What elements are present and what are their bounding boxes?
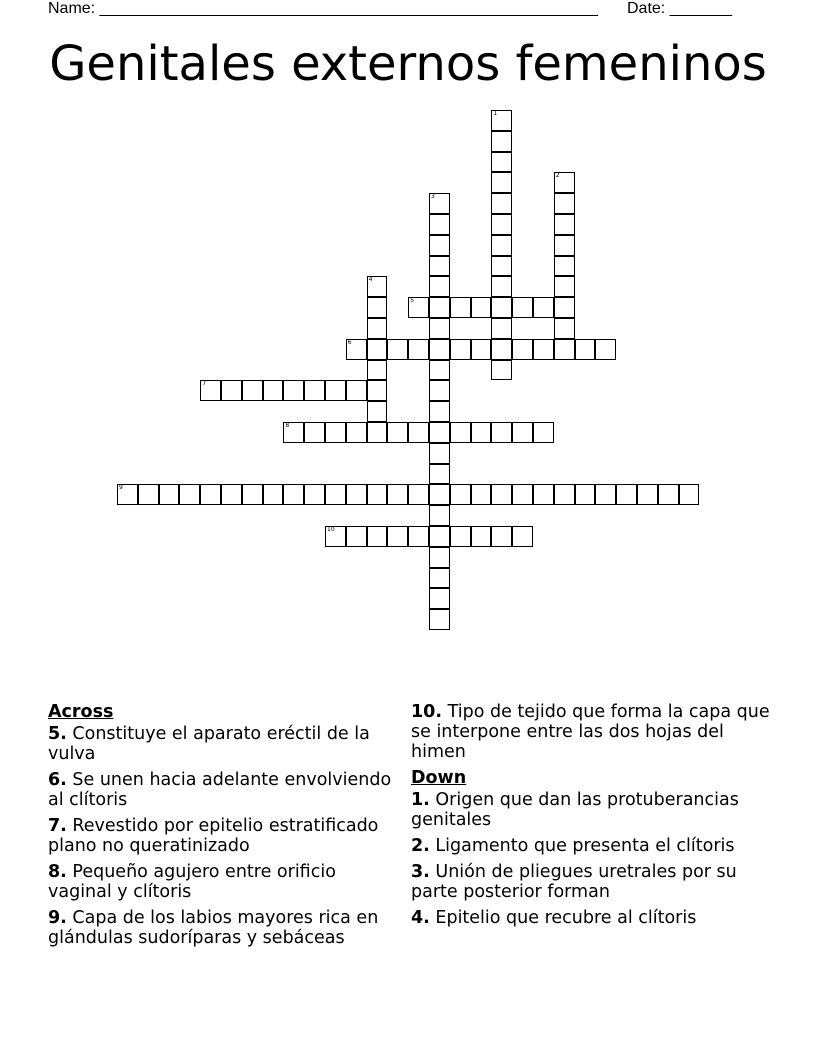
crossword-cell[interactable] [429, 193, 450, 214]
crossword-cell[interactable] [367, 422, 388, 443]
crossword-cell[interactable] [491, 526, 512, 547]
crossword-cell[interactable] [429, 464, 450, 485]
crossword-cell[interactable] [450, 297, 471, 318]
crossword-cell[interactable] [346, 339, 367, 360]
clue-across-5 [48, 724, 398, 764]
crossword-cell[interactable] [304, 484, 325, 505]
crossword-cell[interactable] [429, 401, 450, 422]
clue-number: 2. [411, 836, 430, 856]
clue-number: 7. [48, 816, 67, 836]
crossword-cell[interactable] [491, 276, 512, 297]
crossword-cell[interactable] [387, 422, 408, 443]
crossword-cell[interactable] [491, 235, 512, 256]
crossword-cell[interactable] [221, 484, 242, 505]
crossword-cell[interactable] [471, 297, 492, 318]
cell-number: 5 [410, 297, 415, 305]
cell-number: 1 [493, 110, 498, 117]
clue-text: Capa de los labios mayores rica en glándulas sudoríparas y sebáceas [48, 908, 379, 948]
clue-down-4 [411, 908, 771, 928]
crossword-cell[interactable] [491, 152, 512, 173]
clue-across-8 [48, 862, 398, 902]
crossword-cell[interactable] [533, 297, 554, 318]
crossword-cell[interactable] [408, 422, 429, 443]
crossword-cell[interactable] [471, 339, 492, 360]
crossword-cell[interactable] [429, 339, 450, 360]
crossword-cell[interactable] [533, 484, 554, 505]
crossword-cell[interactable] [554, 297, 575, 318]
crossword-cell[interactable] [554, 235, 575, 256]
clue-across-9 [48, 908, 398, 948]
crossword-cell[interactable] [429, 588, 450, 609]
crossword-cell[interactable] [554, 193, 575, 214]
crossword-cell[interactable] [179, 484, 200, 505]
crossword-cell[interactable] [471, 484, 492, 505]
crossword-cell[interactable] [429, 547, 450, 568]
crossword-cell[interactable] [491, 193, 512, 214]
clue-down-3 [411, 862, 771, 902]
crossword-cell[interactable] [325, 422, 346, 443]
clue-text: Revestido por epitelio estratificado plano no queratinizado [48, 816, 379, 856]
crossword-cell[interactable] [512, 422, 533, 443]
clue-number: 3. [411, 862, 430, 882]
clue-text: Tipo de tejido que forma la capa que se interpone entre las dos hojas del himen [411, 702, 770, 762]
clue-down-2 [411, 836, 771, 856]
crossword-cell[interactable] [159, 484, 180, 505]
clue-number: 4. [411, 908, 430, 928]
crossword-cell[interactable] [491, 131, 512, 152]
crossword-cell[interactable] [658, 484, 679, 505]
cell-number: 7 [202, 380, 207, 388]
cell-number: 6 [347, 338, 352, 346]
crossword-cell[interactable] [595, 339, 616, 360]
cell-number: 8 [285, 422, 290, 429]
cell-number: 10 [327, 526, 335, 533]
crossword-cell[interactable] [408, 339, 429, 360]
crossword-cell[interactable] [450, 422, 471, 443]
name-field-label: Name: ________________________________________________________ [48, 0, 598, 17]
crossword-cell[interactable] [491, 172, 512, 193]
crossword-cell[interactable] [408, 484, 429, 505]
crossword-cell[interactable] [471, 526, 492, 547]
crossword-cell[interactable] [387, 526, 408, 547]
crossword-cell[interactable] [346, 526, 367, 547]
clue-text: Unión de pliegues uretrales por su parte posterior forman [411, 862, 737, 902]
clue-number: 9. [48, 908, 67, 928]
clues-column-right [411, 702, 771, 934]
page-title: Genitales externos femeninos [49, 36, 767, 92]
crossword-cell[interactable] [637, 484, 658, 505]
crossword-cell[interactable] [325, 484, 346, 505]
crossword-cell[interactable] [491, 360, 512, 381]
crossword-cell[interactable] [450, 484, 471, 505]
crossword-cell[interactable] [387, 339, 408, 360]
crossword-cell[interactable] [263, 484, 284, 505]
crossword-cell[interactable] [387, 484, 408, 505]
cell-number: 4 [368, 276, 373, 284]
crossword-cell[interactable] [429, 214, 450, 235]
crossword-cell[interactable] [429, 360, 450, 381]
crossword-cell[interactable] [367, 380, 388, 401]
crossword-cell[interactable] [367, 339, 388, 360]
clue-down-1 [411, 790, 771, 830]
crossword-cell[interactable] [450, 526, 471, 547]
crossword-cell[interactable] [679, 484, 700, 505]
crossword-cell[interactable] [367, 276, 388, 297]
crossword-cell[interactable] [200, 380, 221, 401]
crossword-cell[interactable] [533, 339, 554, 360]
clue-number: 1. [411, 790, 430, 810]
crossword-cell[interactable] [367, 318, 388, 339]
crossword-cell[interactable] [429, 484, 450, 505]
crossword-cell[interactable] [138, 484, 159, 505]
crossword-cell[interactable] [325, 380, 346, 401]
crossword-cell[interactable] [429, 297, 450, 318]
crossword-cell[interactable] [429, 422, 450, 443]
crossword-cell[interactable] [471, 422, 492, 443]
crossword-cell[interactable] [512, 297, 533, 318]
down-heading: Down [411, 768, 467, 788]
crossword-cell[interactable] [346, 380, 367, 401]
crossword-cell[interactable] [595, 484, 616, 505]
crossword-cell[interactable] [554, 339, 575, 360]
crossword-cell[interactable] [429, 380, 450, 401]
crossword-cell[interactable] [263, 380, 284, 401]
cell-number: 2 [555, 172, 560, 180]
crossword-cell[interactable] [616, 484, 637, 505]
crossword-cell[interactable] [554, 214, 575, 235]
clue-text: Pequeño agujero entre orificio vaginal y clítoris [48, 862, 336, 902]
crossword-cell[interactable] [429, 235, 450, 256]
crossword-cell[interactable] [491, 422, 512, 443]
clue-number: 5. [48, 724, 67, 744]
crossword-cell[interactable] [554, 276, 575, 297]
crossword-cell[interactable] [429, 256, 450, 277]
clue-number: 6. [48, 770, 67, 790]
clue-number: 10. [411, 702, 443, 722]
clue-number: 8. [48, 862, 67, 882]
crossword-cell[interactable] [408, 297, 429, 318]
crossword-cell[interactable] [575, 339, 596, 360]
crossword-cell[interactable] [242, 380, 263, 401]
crossword-cell[interactable] [367, 360, 388, 381]
crossword-cell[interactable] [429, 609, 450, 630]
clue-text: Se unen hacia adelante envolviendo al clítoris [48, 770, 392, 810]
crossword-cell[interactable] [221, 380, 242, 401]
crossword-cell[interactable] [491, 110, 512, 131]
crossword-cell[interactable] [367, 526, 388, 547]
crossword-cell[interactable] [283, 484, 304, 505]
clue-text: Constituye el aparato eréctil de la vulva [48, 724, 370, 764]
crossword-cell[interactable] [408, 526, 429, 547]
crossword-cell[interactable] [283, 380, 304, 401]
clue-across-10 [411, 702, 771, 762]
crossword-cell[interactable] [491, 484, 512, 505]
crossword-cell[interactable] [304, 422, 325, 443]
date-field-label: Date: _______ [627, 0, 732, 17]
crossword-cell[interactable] [575, 484, 596, 505]
crossword-cell[interactable] [429, 505, 450, 526]
crossword-cell[interactable] [533, 422, 554, 443]
cell-number: 3 [431, 193, 435, 201]
crossword-cell[interactable] [491, 339, 512, 360]
crossword-cell[interactable] [346, 422, 367, 443]
clue-across-6 [48, 770, 398, 810]
crossword-cell[interactable] [554, 484, 575, 505]
crossword-cell[interactable] [429, 568, 450, 589]
crossword-cell[interactable] [325, 526, 346, 547]
crossword-cell[interactable] [512, 339, 533, 360]
clues-column-left [48, 702, 398, 954]
crossword-cell[interactable] [429, 443, 450, 464]
crossword-cell[interactable] [429, 318, 450, 339]
crossword-cell[interactable] [200, 484, 221, 505]
crossword-cell[interactable] [491, 214, 512, 235]
clue-text: Epitelio que recubre al clítoris [435, 908, 697, 928]
across-heading: Across [48, 702, 114, 722]
crossword-cell[interactable] [429, 276, 450, 297]
crossword-cell[interactable] [242, 484, 263, 505]
crossword-cell[interactable] [367, 484, 388, 505]
crossword-cell[interactable] [554, 256, 575, 277]
cell-number: 9 [119, 484, 123, 492]
crossword-cell[interactable] [283, 422, 304, 443]
crossword-cell[interactable] [367, 297, 388, 318]
crossword-cell[interactable] [491, 297, 512, 318]
crossword-cell[interactable] [346, 484, 367, 505]
clue-text: Origen que dan las protuberancias genitales [411, 790, 739, 830]
crossword-cell[interactable] [554, 318, 575, 339]
crossword-cell[interactable] [491, 318, 512, 339]
crossword-cell[interactable] [512, 484, 533, 505]
crossword-cell[interactable] [554, 172, 575, 193]
crossword-cell[interactable] [450, 339, 471, 360]
crossword-cell[interactable] [304, 380, 325, 401]
clue-across-7 [48, 816, 398, 856]
crossword-cell[interactable] [429, 526, 450, 547]
crossword-cell[interactable] [512, 526, 533, 547]
crossword-cell[interactable] [367, 401, 388, 422]
crossword-cell[interactable] [117, 484, 138, 505]
crossword-cell[interactable] [491, 256, 512, 277]
clue-text: Ligamento que presenta el clítoris [435, 836, 735, 856]
